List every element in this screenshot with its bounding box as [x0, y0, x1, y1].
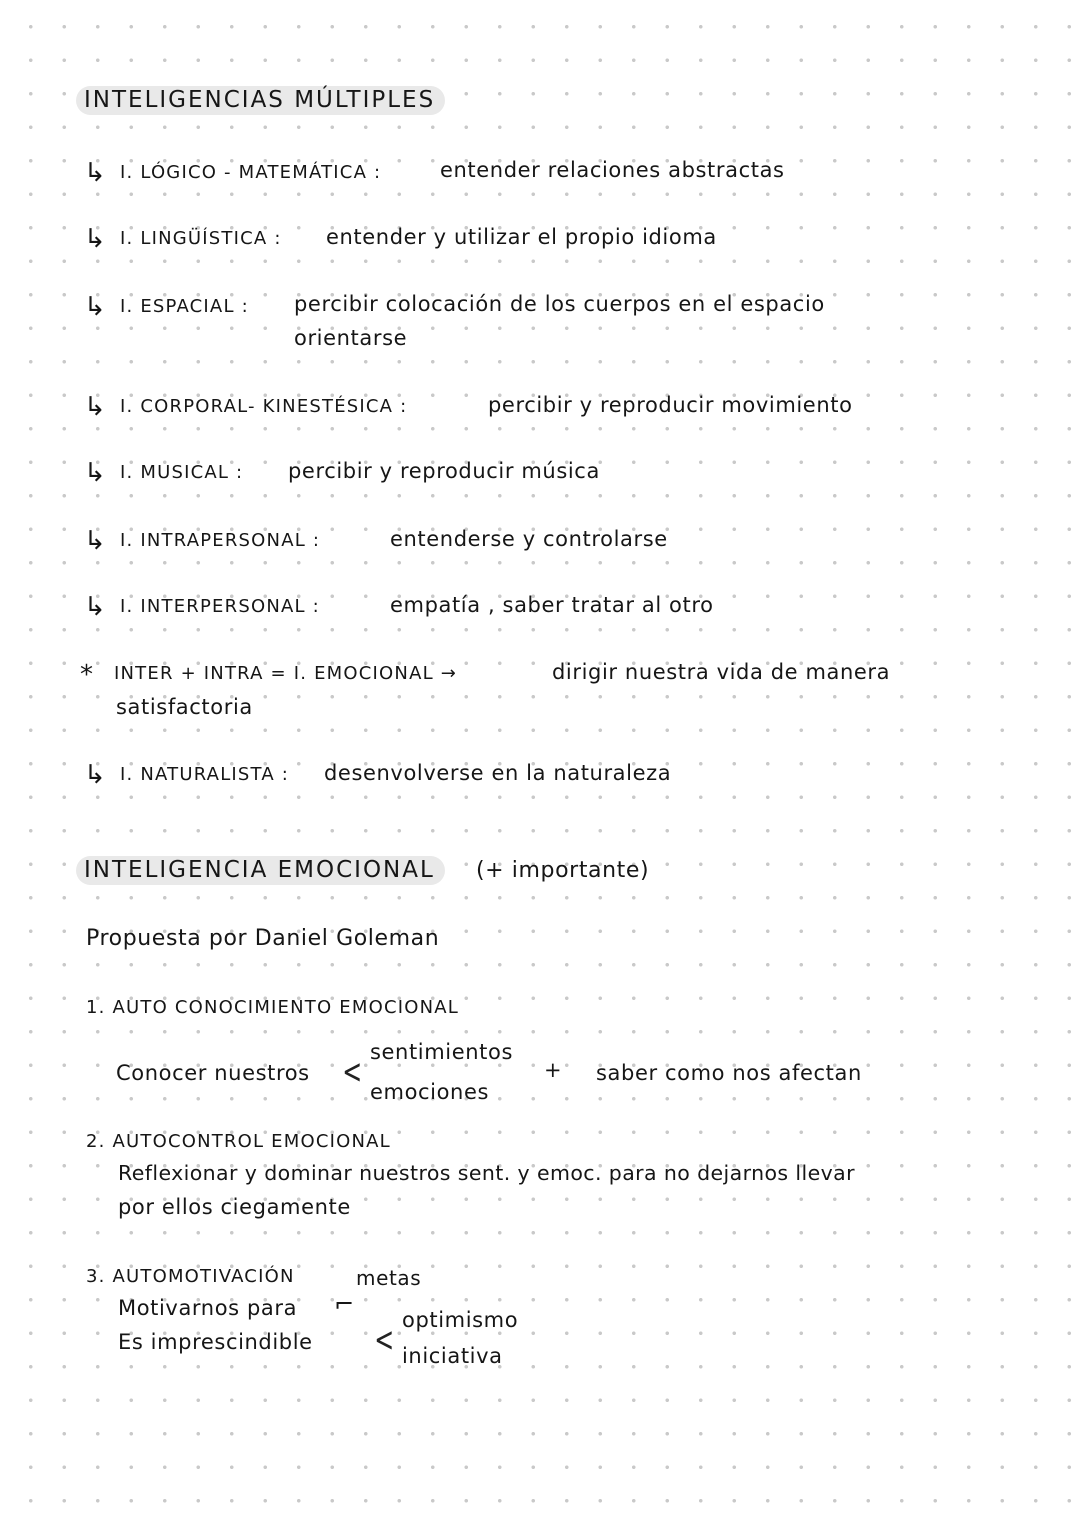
arrow-icon: ↳ [84, 592, 106, 622]
asterisk-icon: * [80, 660, 94, 690]
item-text-interpersonal: empatía , saber tratar al otro [390, 593, 714, 617]
point3-bottom: iniciativa [402, 1344, 503, 1368]
item-text-musical: percibir y reproducir música [288, 459, 600, 483]
intro-text: Propuesta por Daniel Goleman [86, 926, 440, 951]
brace-icon: < [374, 1320, 395, 1360]
item-text-naturalista: desenvolverse en la naturaleza [324, 761, 672, 785]
point1-lead: Conocer nuestros [116, 1061, 310, 1085]
arrow-icon: ↳ [84, 158, 106, 188]
item-label-interpersonal: I. INTERPERSONAL : [120, 596, 320, 617]
item-label-corporal-kinestesica: I. CORPORAL- KINESTÉSICA : [120, 396, 408, 417]
item-text-intrapersonal: entenderse y controlarse [390, 527, 668, 551]
item-label-linguistica: I. LINGÜÍSTICA : [120, 228, 282, 249]
arrow-icon: ↳ [84, 292, 106, 322]
point3-top: optimismo [402, 1308, 519, 1332]
point2-heading: 2. AUTOCONTROL EMOCIONAL [86, 1131, 391, 1152]
item-label-espacial: I. ESPACIAL : [120, 296, 249, 317]
arrow-icon: ↳ [84, 526, 106, 556]
item-text-corporal-kinestesica: percibir y reproducir movimiento [488, 393, 853, 417]
point1-bottom: emociones [370, 1080, 490, 1104]
point3-goal: metas [356, 1266, 422, 1290]
item-text-logico-matematica: entender relaciones abstractas [440, 158, 785, 182]
point2-line2: por ellos ciegamente [118, 1195, 351, 1219]
point1-heading: 1. AUTO CONOCIMIENTO EMOCIONAL [86, 997, 459, 1018]
step-up-icon: ⌐ [334, 1290, 355, 1318]
note-label-emotional: INTER + INTRA = I. EMOCIONAL → [114, 663, 458, 684]
item-text-espacial: percibir colocación de los cuerpos en el espacio [294, 292, 825, 316]
arrow-icon: ↳ [84, 458, 106, 488]
item-label-musical: I. MUSICAL : [120, 462, 244, 483]
plus-sign: + [544, 1058, 563, 1082]
item-text-linguistica: entender y utilizar el propio idioma [326, 225, 717, 249]
note-text: dirigir nuestra vida de manera [552, 660, 891, 684]
note-text-line2: satisfactoria [116, 695, 253, 719]
brace-icon: < [342, 1052, 363, 1092]
arrow-icon: ↳ [84, 760, 106, 790]
section-title-emotional-intelligence: INTELIGENCIA EMOCIONAL [76, 856, 445, 885]
point1-top: sentimientos [370, 1040, 513, 1064]
item-label-logico-matematica: I. LÓGICO - MATEMÁTICA : [120, 162, 382, 183]
arrow-icon: ↳ [84, 224, 106, 254]
section-aside-important: (+ importante) [476, 858, 650, 883]
point2-line1: Reflexionar y dominar nuestros sent. y emoc. para no dejarnos llevar [118, 1161, 855, 1185]
point3-line1: Motivarnos para [118, 1296, 298, 1320]
point3-heading: 3. AUTOMOTIVACIÓN [86, 1266, 295, 1287]
point3-line2: Es imprescindible [118, 1330, 313, 1354]
item-label-naturalista: I. NATURALISTA : [120, 764, 290, 785]
item-text-espacial-line2: orientarse [294, 326, 408, 350]
section-title-multiple-intelligences: INTELIGENCIAS MÚLTIPLES [76, 86, 445, 115]
item-label-intrapersonal: I. INTRAPERSONAL : [120, 530, 321, 551]
point1-tail: saber como nos afectan [596, 1061, 862, 1085]
arrow-icon: ↳ [84, 392, 106, 422]
